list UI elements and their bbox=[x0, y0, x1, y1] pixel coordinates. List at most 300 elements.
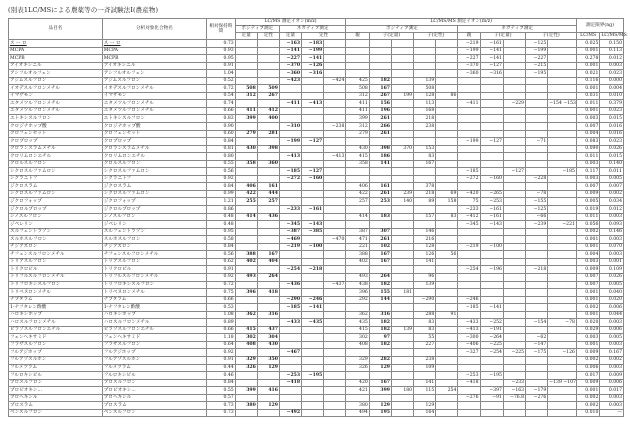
value-cell: 0.001 bbox=[576, 236, 599, 244]
h-prec: 親 bbox=[458, 33, 480, 40]
value-cell bbox=[346, 304, 369, 312]
value-cell bbox=[480, 107, 503, 115]
value-cell bbox=[480, 228, 503, 236]
value-cell bbox=[391, 364, 413, 372]
value-cell: 0.005 bbox=[576, 198, 599, 206]
table-row bbox=[9, 356, 624, 364]
value-cell: 0.004 bbox=[600, 85, 624, 93]
table-row bbox=[9, 145, 624, 153]
value-cell bbox=[324, 130, 346, 138]
table-row bbox=[9, 70, 624, 78]
value-cell: −239 bbox=[526, 221, 548, 229]
value-cell bbox=[526, 100, 548, 108]
value-cell bbox=[235, 47, 257, 55]
value-cell bbox=[369, 55, 391, 63]
value-cell bbox=[436, 228, 458, 236]
value-cell: 182 bbox=[369, 281, 391, 289]
value-cell: 388 bbox=[346, 251, 369, 259]
value-cell: 0.003 bbox=[576, 160, 599, 168]
value-cell bbox=[257, 62, 279, 70]
value-cell: 0.80 bbox=[207, 153, 236, 161]
value-cell: 316 bbox=[257, 311, 279, 319]
value-cell: 0.011 bbox=[576, 153, 599, 161]
value-cell: 0.005 bbox=[600, 334, 624, 342]
value-cell bbox=[480, 311, 503, 319]
table-row bbox=[9, 47, 624, 55]
value-cell: 0.003 bbox=[600, 394, 624, 402]
value-cell bbox=[324, 266, 346, 274]
value-cell bbox=[414, 372, 436, 380]
value-cell: −412 bbox=[458, 213, 480, 221]
value-cell bbox=[526, 251, 548, 259]
product-cell: クロプロップ bbox=[9, 138, 103, 146]
value-cell: 0.93 bbox=[207, 47, 236, 55]
value-cell bbox=[369, 394, 391, 402]
value-cell bbox=[324, 168, 346, 176]
value-cell bbox=[324, 213, 346, 221]
value-cell: 0.017 bbox=[600, 387, 624, 395]
value-cell: 264 bbox=[257, 273, 279, 281]
value-cell: 0.91 bbox=[207, 62, 236, 70]
value-cell: −385 bbox=[302, 228, 324, 236]
value-cell: 113 bbox=[414, 100, 436, 108]
value-cell bbox=[436, 281, 458, 289]
value-cell bbox=[503, 243, 525, 251]
value-cell bbox=[235, 379, 257, 387]
value-cell: 312 bbox=[346, 123, 369, 131]
value-cell: −272 bbox=[279, 175, 301, 183]
value-cell bbox=[414, 55, 436, 63]
value-cell bbox=[324, 311, 346, 319]
value-cell bbox=[458, 153, 480, 161]
value-cell bbox=[324, 326, 346, 334]
value-cell: 406 bbox=[346, 183, 369, 191]
value-cell bbox=[302, 409, 324, 417]
value-cell bbox=[257, 206, 279, 214]
value-cell: 167 bbox=[257, 251, 279, 259]
value-cell: −161 bbox=[302, 206, 324, 214]
value-cell: 425 bbox=[346, 77, 369, 85]
value-cell bbox=[526, 92, 548, 100]
value-cell bbox=[324, 289, 346, 297]
value-cell: 129 bbox=[369, 402, 391, 410]
value-cell bbox=[503, 372, 525, 380]
value-cell bbox=[324, 304, 346, 312]
value-cell: 161 bbox=[369, 183, 391, 191]
value-cell bbox=[480, 92, 503, 100]
value-cell: 0.003 bbox=[600, 341, 624, 349]
value-cell bbox=[235, 236, 257, 244]
value-cell bbox=[324, 40, 346, 48]
value-cell bbox=[503, 326, 525, 334]
value-cell: 312 bbox=[346, 92, 369, 100]
value-cell: −238 bbox=[324, 123, 346, 131]
value-cell bbox=[548, 92, 577, 100]
value-cell: −221 bbox=[548, 221, 577, 229]
value-cell bbox=[548, 160, 577, 168]
value-cell bbox=[324, 251, 346, 259]
value-cell bbox=[369, 349, 391, 357]
value-cell: −71 bbox=[526, 138, 548, 146]
value-cell: −155 bbox=[526, 198, 548, 206]
value-cell bbox=[503, 198, 525, 206]
value-cell bbox=[302, 334, 324, 342]
value-cell: −191 bbox=[480, 326, 503, 334]
value-cell: −141 bbox=[302, 55, 324, 63]
value-cell: 167 bbox=[414, 160, 436, 168]
value-cell bbox=[324, 349, 346, 357]
value-cell bbox=[302, 183, 324, 191]
value-cell: 0.006 bbox=[600, 379, 624, 387]
value-cell: 288 bbox=[414, 311, 436, 319]
value-cell bbox=[324, 334, 346, 342]
value-cell bbox=[503, 266, 525, 274]
value-cell: 0.003 bbox=[600, 364, 624, 372]
value-cell: 129 bbox=[414, 402, 436, 410]
value-cell: 0.001 bbox=[576, 62, 599, 70]
product-cell: トリフロキシスルフロン bbox=[9, 281, 103, 289]
value-cell bbox=[436, 409, 458, 417]
value-cell: −126 bbox=[548, 349, 577, 357]
value-cell: −225 bbox=[480, 341, 503, 349]
value-cell: 266 bbox=[369, 123, 391, 131]
value-cell bbox=[548, 206, 577, 214]
h-quant: 定量 bbox=[235, 33, 257, 40]
value-cell bbox=[414, 394, 436, 402]
value-cell: 0.025 bbox=[576, 40, 599, 48]
value-cell: 0.003 bbox=[600, 319, 624, 327]
value-cell bbox=[548, 372, 577, 380]
value-cell bbox=[346, 138, 369, 146]
table-row bbox=[9, 387, 624, 395]
value-cell bbox=[414, 168, 436, 176]
value-cell bbox=[458, 145, 480, 153]
value-cell bbox=[436, 40, 458, 48]
value-cell: −228 bbox=[526, 175, 548, 183]
value-cell bbox=[548, 190, 577, 198]
value-cell: 129 bbox=[257, 364, 279, 372]
value-cell bbox=[526, 236, 548, 244]
value-cell: −253 bbox=[480, 198, 503, 206]
value-cell bbox=[369, 40, 391, 48]
value-cell bbox=[391, 77, 413, 85]
value-cell: 0.54 bbox=[207, 92, 236, 100]
compound-cell: フェンヘキサミド bbox=[102, 334, 206, 342]
value-cell bbox=[257, 138, 279, 146]
value-cell: 0.070 bbox=[600, 243, 624, 251]
value-cell: 0.146 bbox=[600, 228, 624, 236]
value-cell: −185 bbox=[458, 168, 480, 176]
value-cell bbox=[324, 206, 346, 214]
value-cell bbox=[526, 311, 548, 319]
product-cell: クロフェンセット bbox=[9, 130, 103, 138]
value-cell bbox=[279, 258, 301, 266]
value-cell: −406 bbox=[458, 341, 480, 349]
value-cell bbox=[346, 372, 369, 380]
compound-cell: トリフルスルフロンメチル bbox=[102, 273, 206, 281]
value-cell bbox=[257, 409, 279, 417]
table-row bbox=[9, 296, 624, 304]
value-cell bbox=[257, 153, 279, 161]
value-cell bbox=[324, 273, 346, 281]
value-cell: −470 bbox=[324, 236, 346, 244]
product-cell: シクラニトフ bbox=[9, 175, 103, 183]
product-cell: ベンスルフロン bbox=[9, 409, 103, 417]
header-product: 品目名 bbox=[9, 19, 103, 40]
value-cell: 422 bbox=[235, 190, 257, 198]
value-cell bbox=[235, 304, 257, 312]
value-cell: 0.009 bbox=[600, 372, 624, 380]
header-lod: 測定限界(ng) bbox=[576, 19, 623, 33]
value-cell: 304 bbox=[257, 334, 279, 342]
value-cell bbox=[526, 289, 548, 297]
value-cell: 115 bbox=[414, 387, 436, 395]
value-cell bbox=[302, 130, 324, 138]
value-cell bbox=[526, 77, 548, 85]
value-cell: 0.57 bbox=[207, 394, 236, 402]
product-cell: クロジナホップ酸 bbox=[9, 123, 103, 131]
value-cell: −185 bbox=[458, 304, 480, 312]
value-cell bbox=[436, 138, 458, 146]
value-cell bbox=[436, 394, 458, 402]
compound-cell: ナプタラム bbox=[102, 296, 206, 304]
value-cell: 0.005 bbox=[600, 175, 624, 183]
value-cell bbox=[391, 85, 413, 93]
product-cell: シクロスルファムロン bbox=[9, 168, 103, 176]
value-cell: 129 bbox=[369, 364, 391, 372]
compound-cell: MCPB bbox=[102, 55, 206, 63]
value-cell bbox=[324, 145, 346, 153]
product-cell: イオデスルフロンメチル bbox=[9, 85, 103, 93]
value-cell: −218 bbox=[526, 266, 548, 274]
value-cell: 0.109 bbox=[600, 266, 624, 274]
value-cell bbox=[235, 55, 257, 63]
value-cell: 493 bbox=[235, 273, 257, 281]
value-cell bbox=[526, 281, 548, 289]
value-cell: 0.017 bbox=[576, 372, 599, 380]
table-row bbox=[9, 92, 624, 100]
value-cell bbox=[436, 379, 458, 387]
product-cell: トリベヌロンメチル bbox=[9, 289, 103, 297]
value-cell: 380 bbox=[235, 402, 257, 410]
value-cell bbox=[458, 85, 480, 93]
value-cell bbox=[391, 273, 413, 281]
value-cell bbox=[436, 47, 458, 55]
value-cell bbox=[436, 372, 458, 380]
value-cell bbox=[391, 379, 413, 387]
compound-cell: トリアスルフロン bbox=[102, 258, 206, 266]
value-cell bbox=[324, 100, 346, 108]
table-row bbox=[9, 236, 624, 244]
value-cell: −233 bbox=[279, 206, 301, 214]
pesticide-table bbox=[8, 18, 627, 417]
value-cell: 140 bbox=[391, 198, 413, 206]
value-cell bbox=[548, 387, 577, 395]
value-cell bbox=[391, 213, 413, 221]
value-cell bbox=[503, 138, 525, 146]
value-cell bbox=[391, 107, 413, 115]
value-cell: −185 bbox=[548, 168, 577, 176]
value-cell: −253 bbox=[279, 372, 301, 380]
value-cell bbox=[414, 70, 436, 78]
value-cell bbox=[526, 356, 548, 364]
compound-cell: ハロキシホップ bbox=[102, 311, 206, 319]
value-cell: 96 bbox=[414, 273, 436, 281]
value-cell bbox=[302, 341, 324, 349]
value-cell: 402 bbox=[235, 258, 257, 266]
compound-cell: シクラニトフ bbox=[102, 175, 206, 183]
value-cell bbox=[480, 85, 503, 93]
value-cell bbox=[257, 77, 279, 85]
value-cell: 414 bbox=[346, 213, 369, 221]
value-cell bbox=[302, 349, 324, 357]
value-cell: 0.011 bbox=[576, 100, 599, 108]
table-row bbox=[9, 409, 624, 417]
value-cell bbox=[279, 115, 301, 123]
value-cell bbox=[526, 85, 548, 93]
value-cell: 139 bbox=[414, 281, 436, 289]
compound-cell: ベンスルフロン bbox=[102, 409, 206, 417]
value-cell bbox=[458, 258, 480, 266]
value-cell: −147 bbox=[526, 341, 548, 349]
compound-cell: MCPA bbox=[102, 47, 206, 55]
value-cell bbox=[235, 409, 257, 417]
value-cell: −276 bbox=[458, 394, 480, 402]
value-cell bbox=[279, 183, 301, 191]
compound-cell: ピラゾスルフロンエチル bbox=[102, 326, 206, 334]
value-cell bbox=[436, 356, 458, 364]
value-cell: 0.010 bbox=[576, 409, 599, 417]
header-lcms-neg: ネガティブ測定 bbox=[279, 26, 345, 33]
value-cell: 0.004 bbox=[576, 130, 599, 138]
value-cell bbox=[279, 213, 301, 221]
value-cell: 411 bbox=[346, 100, 369, 108]
value-cell: −418 bbox=[279, 379, 301, 387]
value-cell: 398 bbox=[369, 145, 391, 153]
value-cell: −316 bbox=[480, 70, 503, 78]
value-cell: 0.56 bbox=[207, 251, 236, 259]
table-row bbox=[9, 304, 624, 312]
value-cell: 0.023 bbox=[600, 138, 624, 146]
value-cell bbox=[548, 409, 577, 417]
table-row bbox=[9, 273, 624, 281]
value-cell: 0.093 bbox=[600, 221, 624, 229]
product-cell: プロピオキシ... bbox=[9, 387, 103, 395]
value-cell bbox=[436, 123, 458, 131]
value-cell bbox=[346, 206, 369, 214]
value-cell bbox=[324, 341, 346, 349]
value-cell bbox=[391, 409, 413, 417]
value-cell: 157 bbox=[414, 213, 436, 221]
value-cell bbox=[279, 160, 301, 168]
value-cell bbox=[302, 356, 324, 364]
value-cell: −370 bbox=[279, 62, 301, 70]
value-cell: −276 bbox=[526, 394, 548, 402]
value-cell: 398 bbox=[257, 145, 279, 153]
compound-cell: フラザスルフロン bbox=[102, 341, 206, 349]
value-cell: 416 bbox=[257, 387, 279, 395]
value-cell bbox=[480, 123, 503, 131]
value-cell bbox=[436, 349, 458, 357]
value-cell: 238 bbox=[414, 123, 436, 131]
value-cell: 0.140 bbox=[600, 160, 624, 168]
value-cell: −413 bbox=[279, 153, 301, 161]
value-cell: 0.167 bbox=[600, 349, 624, 357]
value-cell bbox=[391, 40, 413, 48]
value-cell: 436 bbox=[257, 213, 279, 221]
compound-cell: エタメツルフロンメチル bbox=[102, 100, 206, 108]
value-cell bbox=[324, 221, 346, 229]
value-cell: −219 bbox=[279, 243, 301, 251]
value-cell bbox=[391, 138, 413, 146]
value-cell bbox=[503, 145, 525, 153]
value-cell bbox=[391, 123, 413, 131]
value-cell bbox=[526, 183, 548, 191]
compound-cell: プロスルフロン bbox=[102, 379, 206, 387]
value-cell: 0.66 bbox=[207, 107, 236, 115]
value-cell bbox=[346, 349, 369, 357]
value-cell bbox=[302, 107, 324, 115]
value-cell bbox=[391, 349, 413, 357]
value-cell bbox=[503, 123, 525, 131]
value-cell bbox=[526, 107, 548, 115]
value-cell bbox=[257, 394, 279, 402]
value-cell: 0.48 bbox=[207, 213, 236, 221]
value-cell bbox=[235, 123, 257, 131]
value-cell bbox=[391, 160, 413, 168]
value-cell bbox=[458, 107, 480, 115]
value-cell bbox=[302, 160, 324, 168]
value-cell: 307 bbox=[369, 228, 391, 236]
value-cell: −435 bbox=[302, 319, 324, 327]
value-cell: 471 bbox=[346, 236, 369, 244]
product-cell: ハロスルフロンメチル bbox=[9, 319, 103, 327]
value-cell bbox=[526, 115, 548, 123]
value-cell: 0.66 bbox=[207, 296, 236, 304]
value-cell bbox=[279, 387, 301, 395]
value-cell: 261 bbox=[369, 236, 391, 244]
value-cell bbox=[526, 243, 548, 251]
value-cell bbox=[302, 115, 324, 123]
value-cell bbox=[526, 296, 548, 304]
product-cell: フェンヘキサミド bbox=[9, 334, 103, 342]
value-cell bbox=[548, 198, 577, 206]
value-cell bbox=[436, 236, 458, 244]
value-cell: 362 bbox=[235, 311, 257, 319]
compound-cell: フルアジホップ bbox=[102, 349, 206, 357]
value-cell bbox=[548, 243, 577, 251]
value-cell: 0.002 bbox=[576, 402, 599, 410]
compound-cell: イオデスルフロンメチル bbox=[102, 85, 206, 93]
value-cell bbox=[391, 221, 413, 229]
value-cell: 0.001 bbox=[576, 311, 599, 319]
value-cell: 0.021 bbox=[576, 70, 599, 78]
value-cell: 0.56 bbox=[207, 168, 236, 176]
value-cell bbox=[436, 85, 458, 93]
value-cell bbox=[279, 92, 301, 100]
product-cell: MCPA bbox=[9, 47, 103, 55]
value-cell bbox=[391, 55, 413, 63]
value-cell: 408 bbox=[235, 341, 257, 349]
value-cell: 0.58 bbox=[207, 236, 236, 244]
value-cell: 0.95 bbox=[207, 228, 236, 236]
value-cell: 0.84 bbox=[207, 138, 236, 146]
value-cell bbox=[235, 319, 257, 327]
value-cell: 141 bbox=[369, 160, 391, 168]
value-cell bbox=[458, 228, 480, 236]
value-cell bbox=[436, 70, 458, 78]
value-cell: 0.009 bbox=[576, 379, 599, 387]
